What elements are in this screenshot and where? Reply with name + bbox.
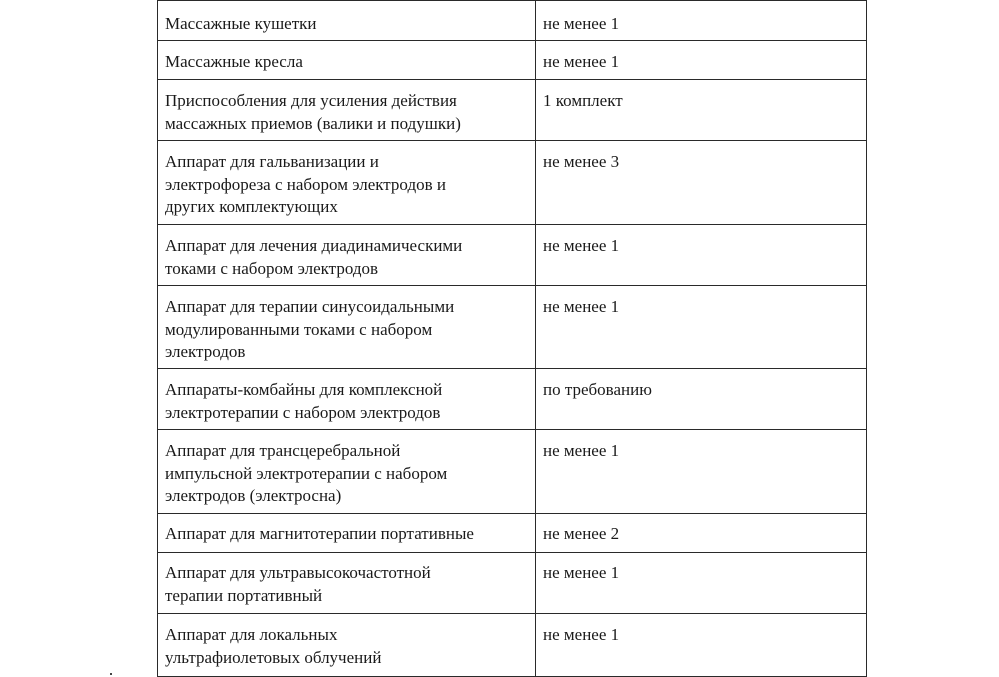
quantity-cell <box>536 41 867 80</box>
equipment-name-cell <box>158 80 536 141</box>
equipment-quantity: не менее 1 <box>543 625 620 644</box>
equipment-name-cell <box>158 225 536 286</box>
equipment-quantity: не менее 1 <box>543 52 620 71</box>
equipment-quantity: не менее 3 <box>543 152 620 171</box>
quantity-cell <box>536 80 867 141</box>
equipment-name-cell <box>158 553 536 614</box>
equipment-name: Аппарат для терапии синусоидальными модулированными токами с набором электродов <box>165 297 455 361</box>
equipment-name-cell <box>158 141 536 225</box>
equipment-quantity: не менее 1 <box>543 441 620 460</box>
equipment-name: Массажные кушетки <box>165 14 317 33</box>
equipment-name: Аппарат для трансцеребральной импульсной электротерапии с набором электродов (электросна) <box>165 441 448 505</box>
quantity-cell <box>536 369 867 430</box>
table-row <box>158 1 867 41</box>
equipment-table <box>157 0 867 677</box>
quantity-cell <box>536 1 867 41</box>
equipment-quantity: не менее 1 <box>543 14 620 33</box>
equipment-name: Аппарат для ультравысокочастотной терапии портативный <box>165 563 431 605</box>
equipment-name: Аппарат для гальванизации и электрофореза с набором электродов и других комплектующих <box>165 152 446 216</box>
table-row <box>158 369 867 430</box>
quantity-cell <box>536 286 867 369</box>
equipment-name: Приспособления для усиления действия массажных приемов (валики и подушки) <box>165 91 461 133</box>
equipment-name: Аппараты-комбайны для комплексной электротерапии с набором электродов <box>165 380 443 422</box>
quantity-cell <box>536 430 867 514</box>
equipment-name-cell <box>158 430 536 514</box>
equipment-name-cell <box>158 369 536 430</box>
table-row <box>158 286 867 369</box>
table-row <box>158 553 867 614</box>
quantity-cell <box>536 614 867 677</box>
table-row <box>158 614 867 677</box>
equipment-name-cell <box>158 1 536 41</box>
quantity-cell <box>536 553 867 614</box>
equipment-name-cell <box>158 41 536 80</box>
equipment-name: Аппарат для магнитотерапии портативные <box>165 524 474 543</box>
equipment-quantity: не менее 1 <box>543 236 620 255</box>
equipment-name: Массажные кресла <box>165 52 303 71</box>
equipment-name-cell <box>158 286 536 369</box>
quantity-cell <box>536 514 867 553</box>
table-row <box>158 430 867 514</box>
table-row <box>158 80 867 141</box>
equipment-name: Аппарат для лечения диадинамическими токами с набором электродов <box>165 236 463 278</box>
equipment-quantity: по требованию <box>543 380 652 399</box>
table-row <box>158 225 867 286</box>
equipment-name-cell <box>158 614 536 677</box>
table-row <box>158 514 867 553</box>
equipment-quantity: не менее 2 <box>543 524 620 543</box>
equipment-quantity: 1 комплект <box>543 91 623 110</box>
equipment-name-cell <box>158 514 536 553</box>
equipment-quantity: не менее 1 <box>543 297 620 316</box>
table-row <box>158 41 867 80</box>
table-row <box>158 141 867 225</box>
quantity-cell <box>536 225 867 286</box>
equipment-quantity: не менее 1 <box>543 563 620 582</box>
quantity-cell <box>536 141 867 225</box>
stray-dot <box>110 673 112 675</box>
equipment-name: Аппарат для локальных ультрафиолетовых облучений <box>165 625 382 667</box>
